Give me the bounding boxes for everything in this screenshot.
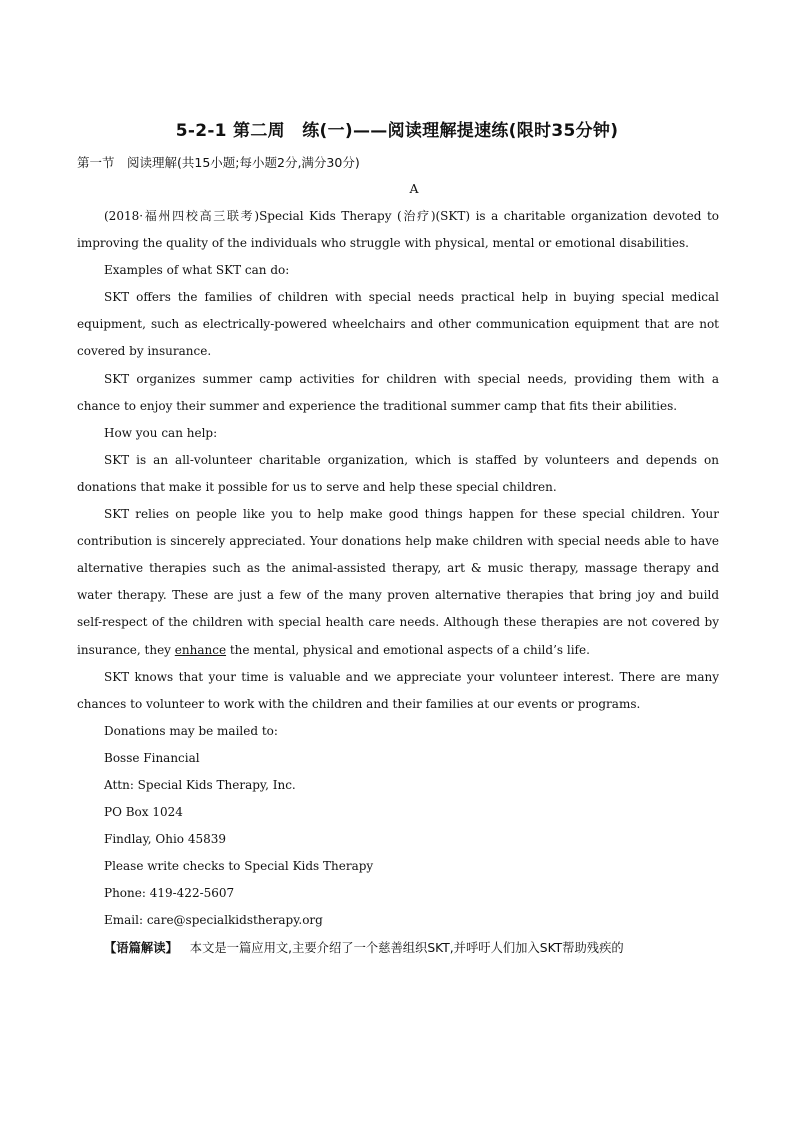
address-attn: Attn: Special Kids Therapy, Inc. <box>104 777 296 792</box>
email-line: Email: care@specialkidstherapy.org <box>104 913 323 928</box>
help-paragraph-2-text-end: the mental, physical and emotional aspects of a child’s life. <box>226 642 590 657</box>
address-company: Bosse Financial <box>104 750 200 765</box>
page-title: 5-2-1 第二周 练(一)——阅读理解提速练(限时35分钟) <box>175 121 619 141</box>
analysis-text: 本文是一篇应用文,主要介绍了一个慈善组织SKT,并呼吁人们加入SKT帮助残疾的 <box>189 940 624 955</box>
example-paragraph-2: SKT organizes summer camp activities for children with special needs, providing them with a chance to enjoy their summer and experience the traditional summer camp that fits their abilities. <box>77 371 719 413</box>
address-city: Findlay, Ohio 45839 <box>104 832 226 847</box>
examples-heading: Examples of what SKT can do: <box>104 263 290 278</box>
help-paragraph-1: SKT is an all-volunteer charitable organization, which is staffed by volunteers and depends on donations that make it possible for us to serve and help these special children. <box>77 452 719 494</box>
analysis-line <box>77 935 719 962</box>
passage-letter: A <box>409 181 419 196</box>
passage-body <box>77 203 719 962</box>
help-paragraph-3: SKT knows that your time is valuable and we appreciate your volunteer interest. There are many chances to volunteer to work with the children and their families at our events or programs. <box>77 669 719 711</box>
example-paragraph-1: SKT offers the families of children with special needs practical help in buying special medical equipment, such as electrically-powered wheelchairs and other communication equipment that are not covered by insurance. <box>77 290 719 359</box>
phone-line: Phone: 419-422-5607 <box>104 886 235 901</box>
analysis-tag: 【语篇解读】 <box>104 940 178 955</box>
underlined-word: enhance <box>174 642 227 657</box>
section-header: 第一节 阅读理解(共15小题;每小题2分,满分30分) <box>77 155 360 170</box>
help-paragraph-2-text-start: SKT relies on people like you to help make good things happen for these special children. Your contribution is sincerely appreciated. Your donations help make children with special needs able to have alternative therapies such as the animal-assisted therapy, art & music therapy, massage therapy and water therapy. These are just a few of the many proven alternative therapies that bring joy and build self-respect of the children with special health care needs. Although these therapies are not covered by insurance, they <box>77 507 719 657</box>
checks-line: Please write checks to Special Kids Therapy <box>104 859 374 874</box>
address-po-box: PO Box 1024 <box>104 805 183 820</box>
help-paragraph-2 <box>77 501 719 664</box>
donations-line: Donations may be mailed to: <box>104 723 278 738</box>
intro-paragraph: (2018·福州四校高三联考)Special Kids Therapy (治疗)(SKT) is a charitable organization devoted to improving the quality of the individuals who struggle with physical, mental or emotional disabilities. <box>77 209 719 251</box>
help-heading: How you can help: <box>104 425 218 440</box>
